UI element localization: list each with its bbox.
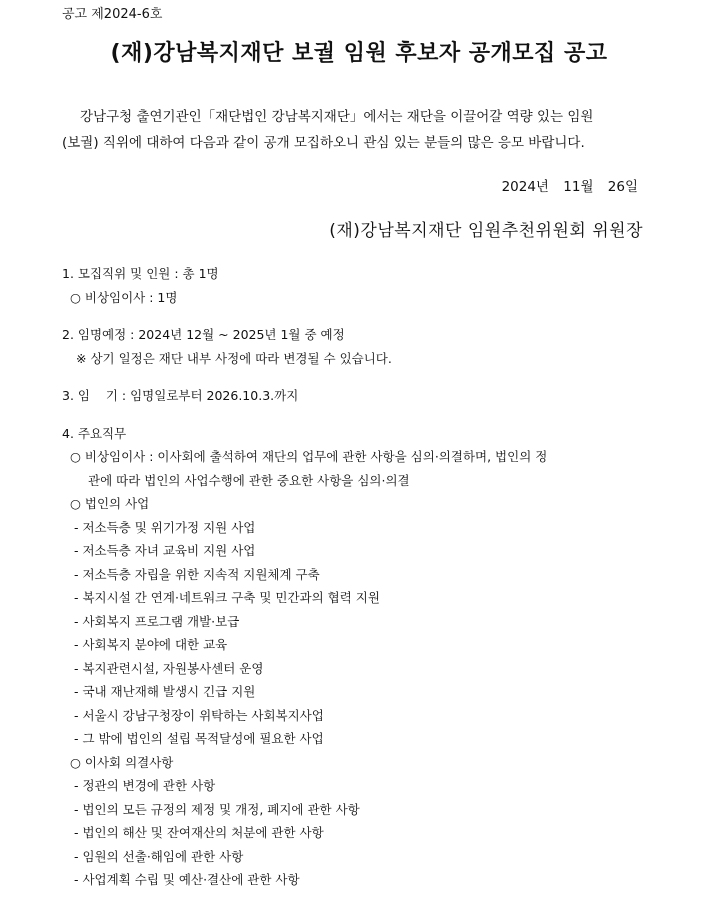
list-item: - 국내 재난재해 발생시 긴급 지원 [74, 684, 256, 699]
intro-line: 강남구청 출연기관인「재단법인 강남복지재단」에서는 재단을 이끌어갈 역량 있는 임원 [80, 109, 594, 125]
list-item: - 저소득층 및 위기가정 지원 사업 [74, 519, 256, 535]
list-item: - 복지시설 간 연계·네트워크 구축 및 민간과의 협력 지원 [74, 590, 380, 605]
duty-item: ○ 비상임이사 : 이사회에 출석하여 재단의 업무에 관한 사항을 심의·의결하며, 법인의 정 [70, 449, 548, 464]
list-item: - 사회복지 프로그램 개발·보급 [74, 613, 240, 629]
section-title: 4. 주요직무 [62, 425, 127, 441]
notice-number: 공고 제2024-6호 [62, 7, 163, 22]
notice-content [62, 262, 662, 892]
list-item: - 저소득층 자립을 위한 지속적 지원체계 구축 [74, 566, 320, 582]
notice-date: 2024년 11월 26일 [501, 179, 638, 195]
duty-item-continued: 관에 따라 법인의 사업수행에 관한 중요한 사항을 심의·의결 [88, 472, 410, 488]
page-title: (재)강남복지재단 보궐 임원 후보자 공개모집 공고 [110, 41, 608, 66]
list-item: - 사회복지 분야에 대한 교육 [74, 637, 228, 652]
business-heading: ○ 법인의 사업 [70, 496, 150, 511]
list-item: - 사업계획 수립 및 예산·결산에 관한 사항 [74, 872, 300, 887]
board-heading: ○ 이사회 의결사항 [70, 754, 174, 770]
list-item: - 저소득층 자녀 교육비 지원 사업 [74, 543, 256, 558]
business-list [62, 516, 662, 751]
intro-paragraph [62, 104, 650, 156]
board-list [62, 774, 662, 892]
list-item: - 임원의 선출·해임에 관한 사항 [74, 848, 244, 864]
list-item: - 복지관련시설, 자원봉사센터 운영 [74, 660, 264, 676]
signer: (재)강남복지재단 임원추천위원회 위원장 [329, 221, 643, 241]
list-item: - 서울시 강남구청장이 위탁하는 사회복지사업 [74, 707, 324, 723]
note-item: ※ 상기 일정은 재단 내부 사정에 따라 변경될 수 있습니다. [76, 350, 392, 366]
list-item: - 정관의 변경에 관한 사항 [74, 778, 216, 793]
list-item: - 그 밖에 법인의 설립 목적달성에 필요한 사업 [74, 731, 324, 746]
section-title: 1. 모집직위 및 인원 : 총 1명 [62, 266, 219, 281]
list-item: ○ 비상임이사 : 1명 [70, 289, 178, 305]
list-item: - 법인의 해산 및 잔여재산의 처분에 관한 사항 [74, 825, 324, 840]
list-item: - 법인의 모든 규정의 제정 및 개정, 폐지에 관한 사항 [74, 801, 360, 817]
intro-line: (보궐) 직위에 대하여 다음과 같이 공개 모집하오니 관심 있는 분들의 많은 응모 바랍니다. [62, 135, 585, 151]
section-title: 2. 임명예정 : 2024년 12월 ~ 2025년 1월 중 예정 [62, 327, 345, 342]
section-title: 3. 임 기 : 임명일로부터 2026.10.3.까지 [62, 388, 299, 403]
